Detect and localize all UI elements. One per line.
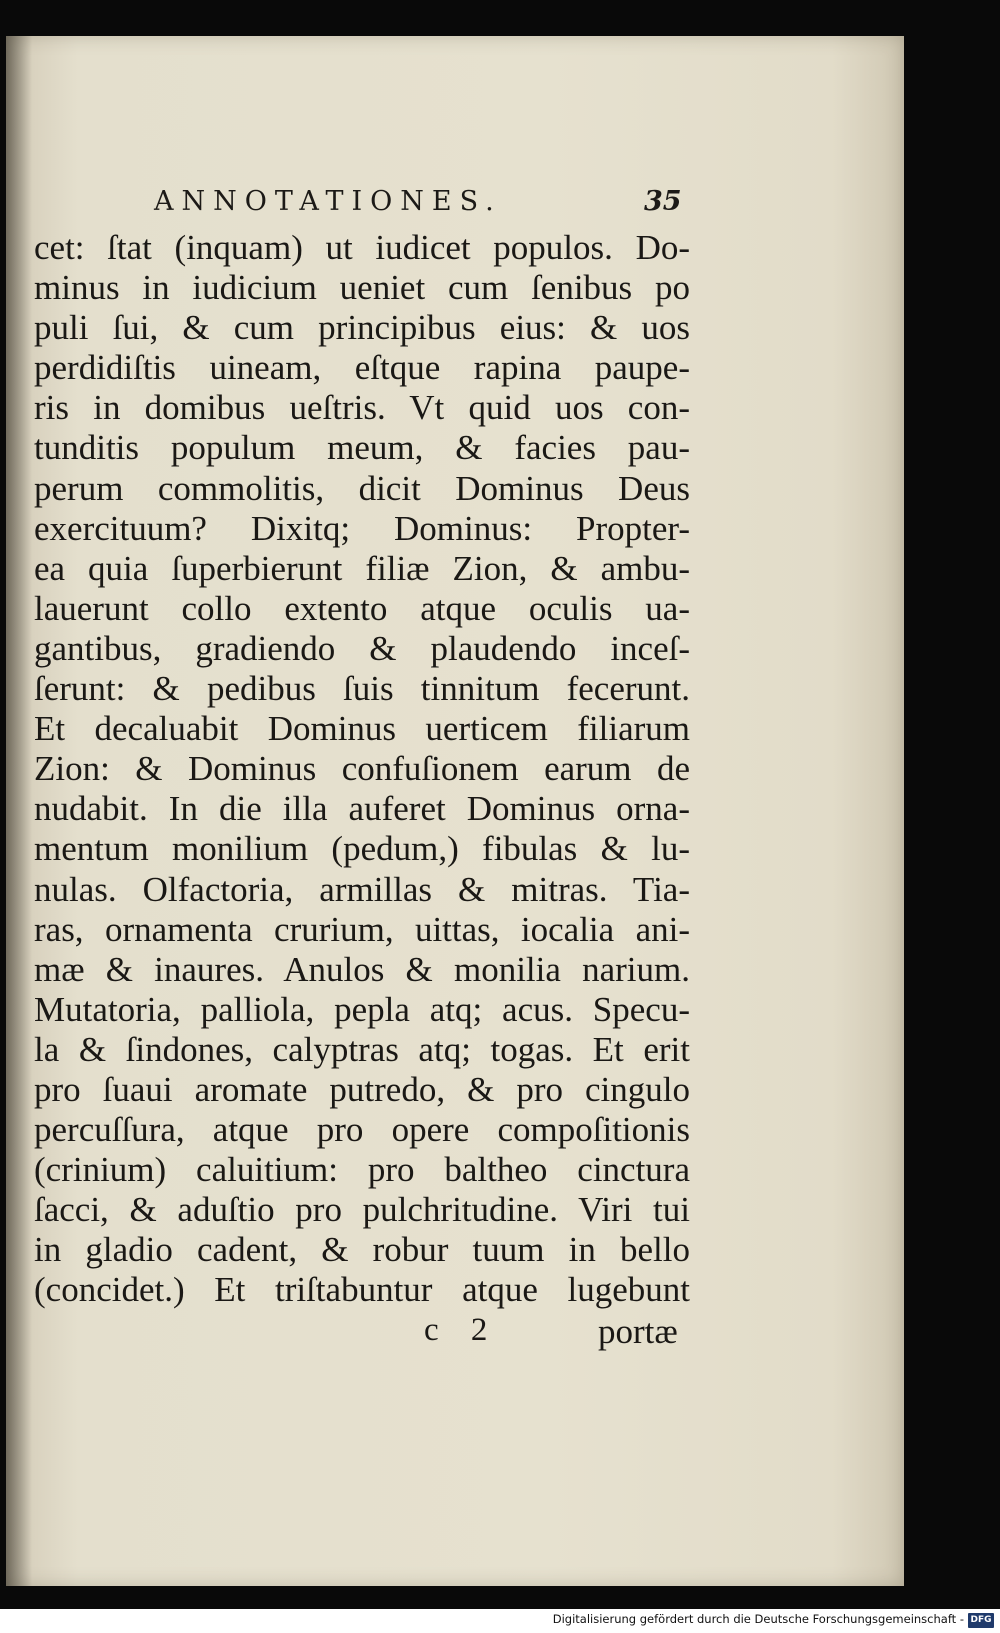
text-line: Et decaluabit Dominus uerticem filiarum: [34, 709, 690, 749]
text-line: minus in iudicium ueniet cum ſenibus po: [34, 268, 690, 308]
text-line: Zion: & Dominus confuſionem earum de: [34, 749, 690, 789]
credit-text: Digitalisierung gefördert durch die Deutsche Forschungsgemeinschaft -: [552, 1612, 964, 1626]
text-line: lauerunt collo extento atque oculis ua-: [34, 588, 690, 628]
text-line: perdidiſtis uineam, eſtque rapina paupe-: [34, 348, 690, 388]
text-line: (concidet.) Et triſtabuntur atque lugebunt: [34, 1270, 690, 1310]
text-line: Mutatoria, palliola, pepla atq; acus. Specu-: [34, 989, 690, 1029]
text-line: percuſſura, atque pro opere compoſitionis: [34, 1110, 690, 1150]
text-line: nulas. Olfactoria, armillas & mitras. Tia-: [34, 869, 690, 909]
text-line: gantibus, gradiendo & plaudendo inceſ-: [34, 628, 690, 668]
book-page: [6, 36, 904, 1586]
page-number: 35: [644, 186, 682, 217]
text-line: exercituum? Dixitq; Dominus: Propter-: [34, 508, 690, 548]
text-line: in gladio cadent, & robur tuum in bello: [34, 1230, 690, 1270]
running-head: [154, 186, 734, 226]
text-line: ea quia ſuperbierunt filiæ Zion, & ambu-: [34, 548, 690, 588]
text-line: ris in domibus ueſtris. Vt quid uos con-: [34, 388, 690, 428]
digitization-credit-bar: [0, 1609, 1000, 1633]
text-line: ſacci, & aduſtio pro pulchritudine. Viri tui: [34, 1190, 690, 1230]
text-line: mæ & inaures. Anulos & monilia narium.: [34, 949, 690, 989]
text-line: perum commolitis, dicit Dominus Deus: [34, 468, 690, 508]
body-text: [34, 228, 690, 1311]
catchword: portæ: [598, 1312, 678, 1351]
text-line: nudabit. In die illa auferet Dominus orna-: [34, 789, 690, 829]
signature-mark: c 2: [424, 1312, 500, 1348]
text-line: (crinium) caluitium: pro baltheo cinctura: [34, 1150, 690, 1190]
text-line: pro ſuaui aromate putredo, & pro cingulo: [34, 1069, 690, 1109]
text-line: ſerunt: & pedibus ſuis tinnitum fecerunt.: [34, 669, 690, 709]
running-title: ANNOTATIONES.: [154, 186, 502, 217]
text-line: ras, ornamenta crurium, uittas, iocalia ani-: [34, 909, 690, 949]
text-line: tunditis populum meum, & facies pau-: [34, 428, 690, 468]
dfg-logo: DFG: [968, 1613, 994, 1628]
text-line: puli ſui, & cum principibus eius: & uos: [34, 308, 690, 348]
text-line: la & ſindones, calyptras atq; togas. Et erit: [34, 1029, 690, 1069]
text-line: cet: ſtat (inquam) ut iudicet populos. Do-: [34, 228, 690, 267]
page-footer: [424, 1312, 699, 1356]
text-line: mentum monilium (pedum,) fibulas & lu-: [34, 829, 690, 869]
